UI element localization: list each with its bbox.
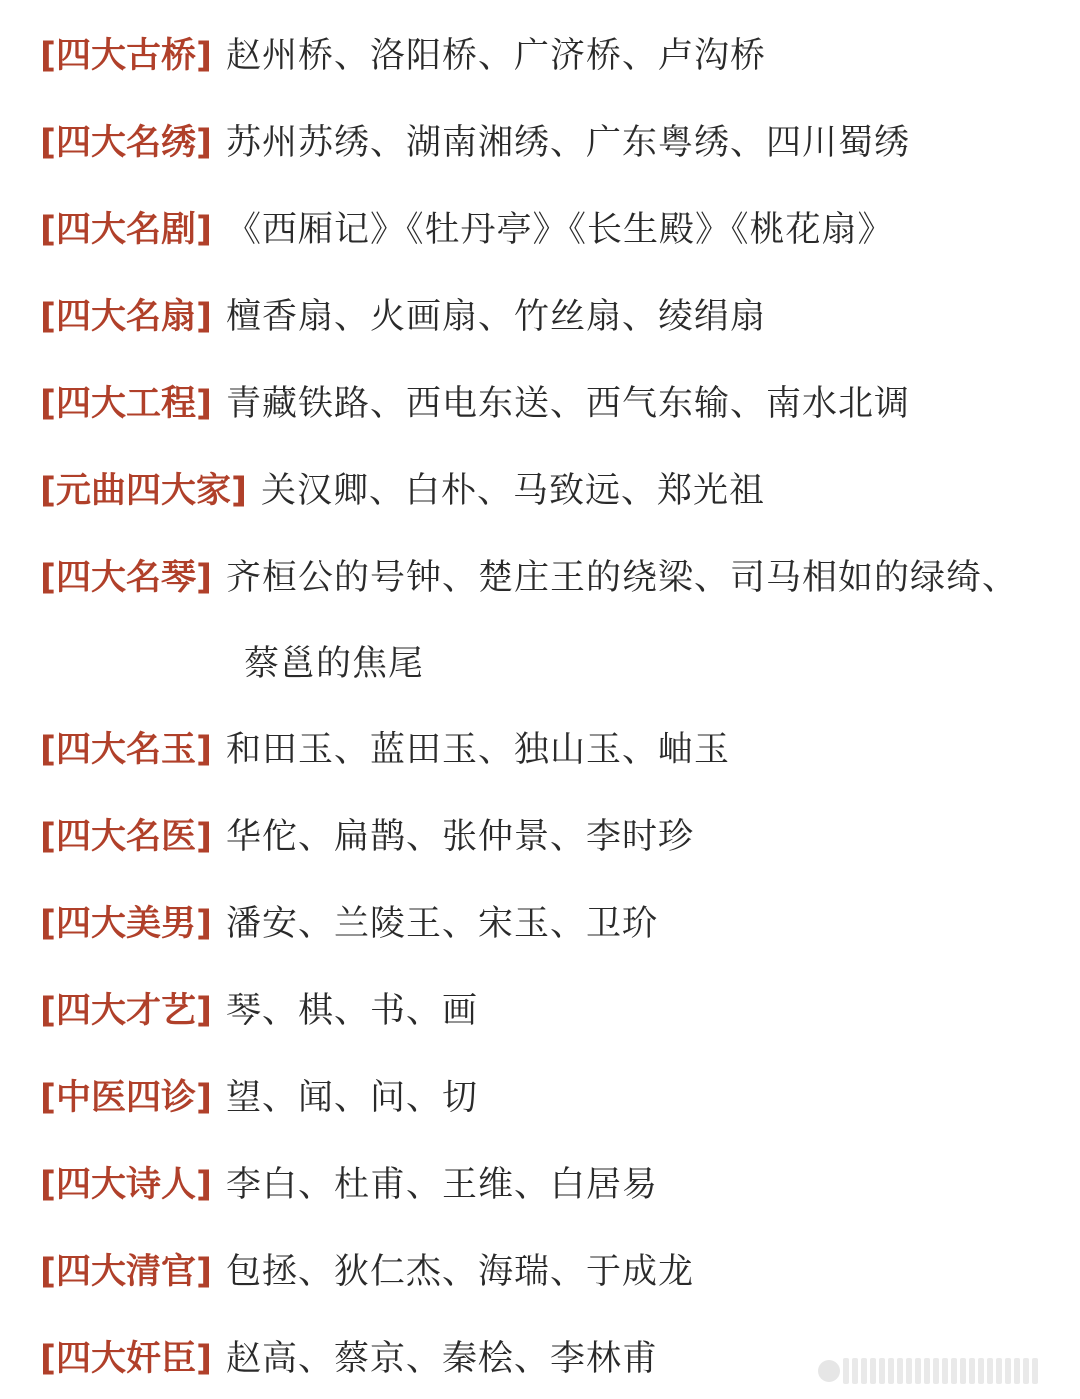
entry-label: [四大名剧] — [40, 210, 212, 250]
watermark-bar-icon — [906, 1358, 912, 1384]
entry-value: 《西厢记》《牡丹亭》《长生殿》《桃花扇》 — [226, 210, 894, 250]
entry-handsome-men — [40, 902, 1070, 946]
entry-label: [四大美男] — [40, 904, 212, 944]
watermark-bar-icon — [1014, 1358, 1020, 1384]
watermark-bar-icon — [1023, 1358, 1029, 1384]
entry-value: 赵高、蔡京、秦桧、李林甫 — [226, 1339, 659, 1379]
entry-honest-officials — [40, 1250, 1070, 1294]
entry-label: [四大名琴] — [40, 558, 212, 598]
entry-label: [元曲四大家] — [40, 471, 247, 511]
watermark-bar-icon — [870, 1358, 876, 1384]
watermark-bar-icon — [1005, 1358, 1011, 1384]
entry-value: 青藏铁路、西电东送、西气东输、南水北调 — [226, 384, 911, 424]
watermark-bar-icon — [978, 1358, 984, 1384]
entry-label: [四大奸臣] — [40, 1339, 212, 1379]
watermark-bar-icon — [996, 1358, 1002, 1384]
entry-fans — [40, 295, 1070, 339]
entry-tcm-diagnostics — [40, 1076, 1070, 1120]
entry-value: 华佗、扁鹊、张仲景、李时珍 — [226, 817, 695, 857]
watermark-bar-icon — [879, 1358, 885, 1384]
entry-value: 琴、棋、书、画 — [226, 991, 479, 1031]
entry-label: [四大古桥] — [40, 36, 212, 76]
watermark-bar-icon — [942, 1358, 948, 1384]
entry-value: 包拯、狄仁杰、海瑞、于成龙 — [226, 1252, 695, 1292]
watermark-bar-icon — [915, 1358, 921, 1384]
entry-value: 潘安、兰陵王、宋玉、卫玠 — [226, 904, 659, 944]
entry-ancient-bridges — [40, 34, 1070, 78]
entry-value-continuation: 蔡邕的焦尾 — [244, 644, 425, 684]
entry-label: [四大名扇] — [40, 297, 212, 337]
entry-label: [四大名玉] — [40, 730, 212, 770]
entry-projects — [40, 382, 1070, 426]
entry-poets — [40, 1163, 1070, 1207]
watermark-bar-icon — [852, 1358, 858, 1384]
entry-value: 李白、杜甫、王维、白居易 — [226, 1165, 659, 1205]
entry-label: [中医四诊] — [40, 1078, 212, 1118]
entry-value: 和田玉、蓝田玉、独山玉、岫玉 — [226, 730, 731, 770]
entry-yuan-qu-masters — [40, 469, 1070, 513]
watermark-bar-icon — [960, 1358, 966, 1384]
watermark-bar-icon — [888, 1358, 894, 1384]
entry-label: [四大清官] — [40, 1252, 212, 1292]
entry-value: 齐桓公的号钟、楚庄王的绕梁、司马相如的绿绮、 — [226, 558, 1019, 598]
entry-jades — [40, 728, 1070, 772]
watermark-dot-icon — [818, 1360, 840, 1382]
watermark-bar-icon — [843, 1358, 849, 1384]
entry-value: 赵州桥、洛阳桥、广济桥、卢沟桥 — [226, 36, 767, 76]
watermark-bar-icon — [969, 1358, 975, 1384]
entry-label: [四大工程] — [40, 384, 212, 424]
watermark-bar-icon — [1032, 1358, 1038, 1384]
entry-physicians — [40, 815, 1070, 859]
watermark-bar-icon — [897, 1358, 903, 1384]
entry-label: [四大诗人] — [40, 1165, 212, 1205]
entry-operas — [40, 208, 1070, 252]
entry-value: 苏州苏绣、湖南湘绣、广东粤绣、四川蜀绣 — [226, 123, 911, 163]
entry-label: [四大名绣] — [40, 123, 212, 163]
entry-value: 望、闻、问、切 — [226, 1078, 479, 1118]
entry-embroideries — [40, 121, 1070, 165]
entry-arts — [40, 989, 1070, 1033]
watermark-bar-icon — [861, 1358, 867, 1384]
entry-value: 檀香扇、火画扇、竹丝扇、绫绢扇 — [226, 297, 767, 337]
entry-qins — [40, 556, 1070, 600]
watermark-bar-icon — [924, 1358, 930, 1384]
watermark-bar-icon — [951, 1358, 957, 1384]
entry-label: [四大名医] — [40, 817, 212, 857]
entry-value: 关汉卿、白朴、马致远、郑光祖 — [261, 471, 766, 511]
watermark-bar-icon — [987, 1358, 993, 1384]
watermark-bar-icon — [933, 1358, 939, 1384]
watermark-graphic — [818, 1353, 1058, 1389]
entry-label: [四大才艺] — [40, 991, 212, 1031]
